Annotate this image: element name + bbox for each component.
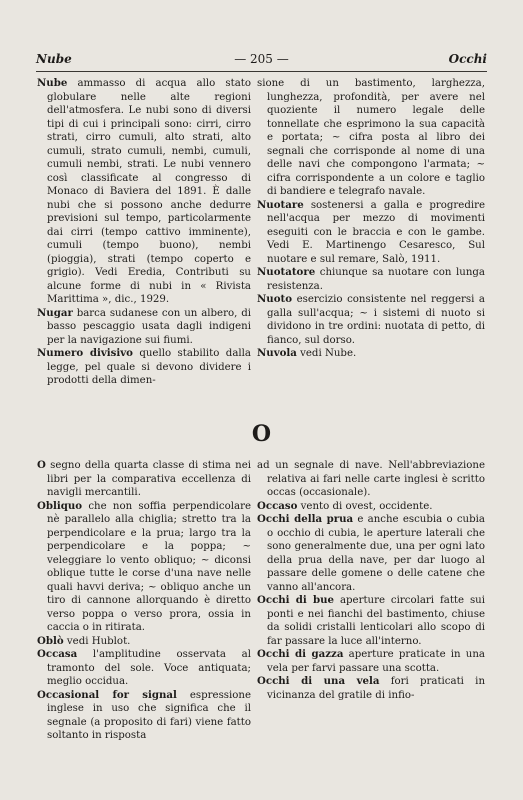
entry-definition: ad un segnale di nave. Nell'abbreviazione relativa ai fari nelle carte inglesi è scritto occas (occasionale). bbox=[257, 460, 485, 498]
dictionary-entry bbox=[37, 648, 251, 689]
entry-definition: vedi Nube. bbox=[296, 348, 357, 359]
dictionary-entry bbox=[257, 594, 485, 648]
entry-definition: chiunque sa nuotare con lunga resistenza. bbox=[267, 267, 485, 292]
entry-definition: espressione inglese in uso che significa che il segnale (a proposito di fari) viene fatto soltanto in risposta bbox=[47, 689, 252, 741]
dictionary-entry bbox=[257, 77, 485, 199]
entry-definition: barca sudanese con un albero, di basso pescaggio usata dagli indigeni per la navigazione sui fiumi. bbox=[47, 307, 251, 346]
entry-headword: Nuoto bbox=[257, 293, 293, 305]
page-number: — 205 — bbox=[234, 52, 289, 66]
entry-headword: Nuotatore bbox=[257, 266, 316, 278]
entry-definition: fori praticati in vicinanza del gratile di infio- bbox=[267, 676, 485, 701]
entry-definition: aperture circolari fatte sui ponti e nei fianchi del bastimento, chiuse da solidi cristalli lenticolari allo scopo di far passare la luce all'interno. bbox=[267, 595, 486, 647]
dictionary-entry bbox=[257, 675, 485, 702]
entry-definition: e anche escubia o cubia o occhio di cubia, le aperture laterali che sono generalmente due, una per ogni lato della prua della nave, per dar luogo al passare delle gomene o delle catene che vanno all'ancora. bbox=[267, 514, 485, 593]
entry-headword: Obliquo bbox=[37, 499, 83, 512]
dictionary-entry bbox=[257, 459, 485, 500]
column-top-right bbox=[257, 77, 485, 361]
entry-definition: segno della quarta classe di stima nei libri per la comparativa eccellenza di navigli mercantili. bbox=[45, 460, 251, 498]
dictionary-entry bbox=[37, 459, 251, 500]
entry-definition: che non soffia perpendicolare nè parallelo alla chiglia; stretto tra la perpendicolare e la prua; largo tra la perpendicolare e la poppa; ~ veleggiare lo vento obliquo; ~ diconsi oblique tutte le corse d'una nave nelle quali havvi deriva; ~ obliquo anche un tiro di cannone allorquando è diretto verso poppa o verso prora, ossia in caccia o in ritirata. bbox=[47, 500, 251, 633]
entry-definition: vedi Hublot. bbox=[63, 635, 131, 647]
entry-definition: sostenersi a galla e progredire nell'acqua per mezzo di movimenti eseguiti con le braccia e con le gambe. Vedi E. Martinengo Cesaresco, Sul nuotare e sul remare, Salò, 1911. bbox=[267, 199, 485, 265]
entry-headword: Nube bbox=[37, 77, 68, 89]
entry-headword: Occaso bbox=[257, 499, 298, 512]
dictionary-entry bbox=[257, 293, 485, 347]
entry-headword: Occhi di una vela bbox=[257, 675, 380, 687]
header-rule bbox=[36, 71, 487, 72]
dictionary-entry bbox=[257, 347, 485, 361]
dictionary-entry bbox=[257, 199, 485, 267]
dictionary-entry bbox=[37, 500, 251, 635]
entry-definition: ammasso di acqua allo stato globulare nelle alte regioni dell'atmosfera. Le nubi sono di diversi tipi di cui i principali sono: cirri, cirro strati, cirro cumuli, alto strati, alto cumuli, strato cumuli, nembi, cumuli, cumuli nembi, strati. Le nubi vennero così classificate al congresso di Monaco di Baviera del 1891. È dalle nubi che si possono anche dedurre previsioni sul tempo, particolarmente dai cirri (tempo cattivo imminente), cumuli (tempo buono), nembi (pioggia), strati (tempo coperto e grigio). Vedi Eredia, Contributi su alcune forme di nubi in « Rivista Marittima », dic., 1929. bbox=[47, 78, 251, 305]
entry-headword: Occasional for signal bbox=[37, 688, 177, 701]
entry-definition: quello stabilito dalla legge, pel quale si devono dividere i prodotti della dimen- bbox=[47, 348, 251, 386]
header-right-term: Occhi bbox=[448, 52, 487, 66]
dictionary-entry bbox=[37, 77, 251, 307]
header-left-term: Nube bbox=[36, 52, 72, 66]
section-letter: O bbox=[251, 421, 272, 447]
dictionary-entry bbox=[37, 689, 251, 743]
entry-headword: Oblò bbox=[37, 634, 64, 647]
column-bottom-right bbox=[257, 459, 485, 702]
entry-definition: aperture praticate in una vela per farvi passare una scotta. bbox=[267, 649, 485, 674]
entry-definition: vento di ovest, occidente. bbox=[297, 500, 433, 512]
entry-headword: Nugar bbox=[37, 306, 73, 319]
entry-headword: Occasa bbox=[37, 648, 78, 660]
entry-headword: Nuotare bbox=[257, 198, 304, 211]
column-bottom-left bbox=[37, 459, 251, 743]
entry-headword: Nuvola bbox=[257, 347, 297, 359]
column-top-left bbox=[37, 77, 251, 388]
dictionary-entry bbox=[37, 635, 251, 649]
dictionary-entry bbox=[37, 347, 251, 388]
running-header bbox=[36, 52, 487, 70]
entry-definition: sione di un bastimento, larghezza, lunghezza, profondità, per avere nel quoziente il numero legale delle tonnellate che esprimono la sua capacità e portata; ~ cifra posta al libro dei segnali che corrisponde al nome di una delle navi che compongono l'armata; ~ cifra corrispondente a un colore e taglio di bandiere e telegrafo navale. bbox=[257, 78, 485, 197]
entry-headword: Occhi di bue bbox=[257, 594, 335, 606]
entry-definition: l'amplitudine osservata al tramonto del sole. Voce antiquata; meglio occidua. bbox=[47, 649, 251, 687]
dictionary-entry bbox=[257, 513, 485, 594]
dictionary-entry bbox=[257, 500, 485, 514]
entry-headword: O bbox=[37, 459, 46, 471]
dictionary-entry bbox=[257, 266, 485, 293]
entry-headword: Numero divisivo bbox=[37, 347, 133, 359]
dictionary-entry bbox=[257, 648, 485, 675]
entry-headword: Occhi della prua bbox=[257, 513, 354, 525]
dictionary-entry bbox=[37, 307, 251, 348]
entry-headword: Occhi di gazza bbox=[257, 648, 344, 660]
entry-definition: esercizio consistente nel reggersi a galla sull'acqua; ~ i sistemi di nuoto si dividono in tre ordini: nuotata di petto, di fianco, sul dorso. bbox=[267, 294, 485, 346]
